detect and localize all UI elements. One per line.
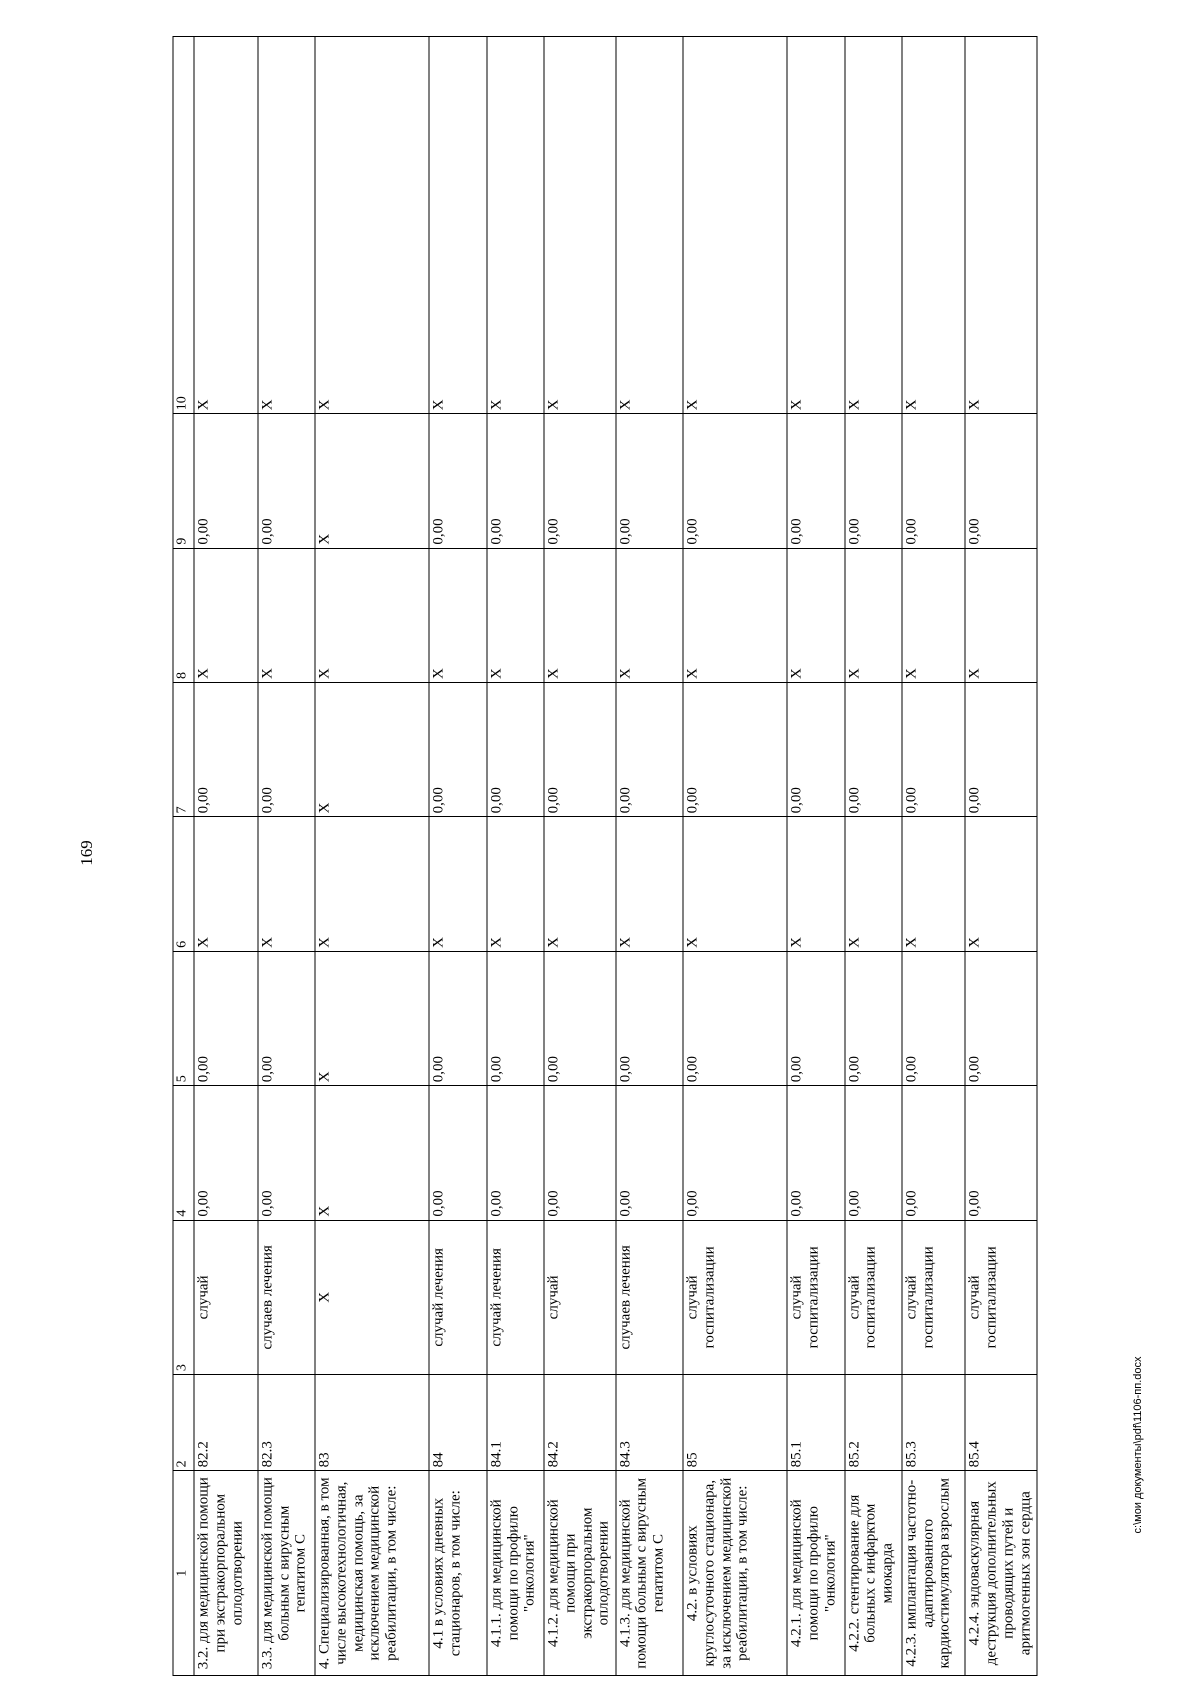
row-description-cell: 4.1 в условиях дневных стационаров, в том числе: — [429, 1471, 486, 1676]
row-value-cell: 0,00 — [257, 683, 314, 817]
row-value-cell: 0,00 — [543, 683, 615, 817]
row-description-cell: 4.2.3. имплантация частотно-адаптированного кардиостимулятора взрослым — [901, 1471, 964, 1676]
row-unit-cell: случай — [543, 1220, 615, 1374]
row-value-cell: 0,00 — [965, 1086, 1037, 1220]
row-value-cell: 0,00 — [683, 414, 787, 548]
row-value-cell: X — [901, 37, 964, 414]
table-row — [683, 37, 787, 1676]
row-value-cell: X — [257, 817, 314, 951]
row-code-cell: 85.1 — [787, 1375, 844, 1471]
table-row — [543, 37, 615, 1676]
row-value-cell: 0,00 — [615, 1086, 682, 1220]
row-value-cell: 0,00 — [844, 951, 901, 1085]
row-description-cell: 3.2. для медицинской помощи при экстракорпоральном оплодотворении — [194, 1471, 257, 1676]
row-value-cell: 0,00 — [543, 414, 615, 548]
row-description-cell: 4.2.2. стентирование для больных с инфарктом миокарда — [844, 1471, 901, 1676]
row-value-cell: X — [844, 37, 901, 414]
row-value-cell: 0,00 — [787, 1086, 844, 1220]
row-value-cell: X — [683, 37, 787, 414]
row-value-cell: 0,00 — [787, 951, 844, 1085]
row-value-cell: 0,00 — [486, 951, 543, 1085]
row-value-cell: X — [965, 37, 1037, 414]
row-unit-cell: случай госпитализации — [901, 1220, 964, 1374]
table-row — [257, 37, 314, 1676]
table-row — [429, 37, 486, 1676]
row-value-cell: X — [543, 548, 615, 682]
row-unit-cell: случай — [194, 1220, 257, 1374]
row-description-cell: 4.2.4. эндоваскулярная деструкция дополнительных проводящих путей и аритмогенных зон сердца — [965, 1471, 1037, 1676]
table-row — [315, 37, 429, 1676]
row-description-cell: 4.1.1. для медицинской помощи по профилю "онкология" — [486, 1471, 543, 1676]
row-value-cell: 0,00 — [486, 414, 543, 548]
header-cell: 2 — [173, 1375, 194, 1471]
row-value-cell: 0,00 — [901, 1086, 964, 1220]
row-value-cell: X — [257, 548, 314, 682]
row-value-cell: X — [965, 548, 1037, 682]
row-value-cell: X — [787, 37, 844, 414]
row-value-cell: X — [429, 548, 486, 682]
row-code-cell: 82.2 — [194, 1375, 257, 1471]
header-cell: 8 — [173, 548, 194, 682]
row-code-cell: 84.1 — [486, 1375, 543, 1471]
row-value-cell: 0,00 — [965, 951, 1037, 1085]
row-value-cell: X — [315, 548, 429, 682]
row-value-cell: X — [315, 817, 429, 951]
header-cell: 3 — [173, 1220, 194, 1374]
footer-file-path: c:\мои документы\pdf\1106-пп.docx — [1132, 1356, 1144, 1534]
row-code-cell: 85 — [683, 1375, 787, 1471]
row-value-cell: 0,00 — [486, 1086, 543, 1220]
row-value-cell: X — [429, 817, 486, 951]
header-cell: 5 — [173, 951, 194, 1085]
row-value-cell: 0,00 — [257, 1086, 314, 1220]
row-value-cell: X — [194, 37, 257, 414]
row-value-cell: 0,00 — [965, 683, 1037, 817]
header-cell: 9 — [173, 414, 194, 548]
row-value-cell: X — [615, 548, 682, 682]
row-value-cell: X — [787, 817, 844, 951]
row-unit-cell: случаев лечения — [257, 1220, 314, 1374]
row-value-cell: X — [543, 37, 615, 414]
row-code-cell: 85.2 — [844, 1375, 901, 1471]
row-value-cell: 0,00 — [683, 683, 787, 817]
row-value-cell: X — [683, 548, 787, 682]
row-value-cell: 0,00 — [429, 683, 486, 817]
row-value-cell: X — [315, 951, 429, 1085]
row-value-cell: 0,00 — [965, 414, 1037, 548]
row-value-cell: X — [257, 37, 314, 414]
row-value-cell: X — [965, 817, 1037, 951]
row-description-cell: 4.2. в условиях круглосуточного стационара, за исключением медицинской реабилитации, в том числе: — [683, 1471, 787, 1676]
row-code-cell: 84.2 — [543, 1375, 615, 1471]
row-value-cell: X — [683, 817, 787, 951]
row-value-cell: 0,00 — [615, 951, 682, 1085]
rotated-table-container — [172, 36, 1037, 1676]
table-row — [787, 37, 844, 1676]
row-value-cell: 0,00 — [615, 683, 682, 817]
row-value-cell: 0,00 — [429, 1086, 486, 1220]
row-value-cell: 0,00 — [844, 414, 901, 548]
row-value-cell: 0,00 — [194, 683, 257, 817]
row-value-cell: 0,00 — [787, 414, 844, 548]
row-description-cell: 4. Специализированная, в том числе высокотехнологичная, медицинская помощь, за исключением медицинской реабилитации, в том числе: — [315, 1471, 429, 1676]
row-unit-cell: случай лечения — [486, 1220, 543, 1374]
row-value-cell: 0,00 — [257, 414, 314, 548]
row-code-cell: 82.3 — [257, 1375, 314, 1471]
row-value-cell: 0,00 — [901, 951, 964, 1085]
row-description-cell: 3.3. для медицинской помощи больным с вирусным гепатитом С — [257, 1471, 314, 1676]
row-code-cell: 84.3 — [615, 1375, 682, 1471]
header-cell: 1 — [173, 1471, 194, 1676]
row-value-cell: 0,00 — [194, 1086, 257, 1220]
row-value-cell: X — [844, 817, 901, 951]
row-unit-cell: случаев лечения — [615, 1220, 682, 1374]
row-value-cell: X — [315, 683, 429, 817]
row-value-cell: 0,00 — [194, 414, 257, 548]
row-code-cell: 85.4 — [965, 1375, 1037, 1471]
row-value-cell: 0,00 — [543, 1086, 615, 1220]
table-row — [844, 37, 901, 1676]
row-unit-cell: случай госпитализации — [787, 1220, 844, 1374]
row-value-cell: X — [901, 548, 964, 682]
row-code-cell: 83 — [315, 1375, 429, 1471]
row-value-cell: X — [543, 817, 615, 951]
table-row — [901, 37, 964, 1676]
row-value-cell: 0,00 — [844, 1086, 901, 1220]
row-unit-cell: случай госпитализации — [965, 1220, 1037, 1374]
table-row — [965, 37, 1037, 1676]
row-description-cell: 4.1.2. для медицинской помощи при экстракорпоральном оплодотворении — [543, 1471, 615, 1676]
table-row — [194, 37, 257, 1676]
row-value-cell: X — [615, 817, 682, 951]
row-value-cell: 0,00 — [683, 1086, 787, 1220]
row-unit-cell: случай лечения — [429, 1220, 486, 1374]
row-value-cell: X — [486, 817, 543, 951]
page-number: 169 — [77, 840, 96, 866]
row-value-cell: 0,00 — [615, 414, 682, 548]
header-cell: 10 — [173, 37, 194, 414]
row-value-cell: X — [486, 37, 543, 414]
row-value-cell: 0,00 — [901, 414, 964, 548]
row-value-cell: 0,00 — [683, 951, 787, 1085]
row-description-cell: 4.2.1. для медицинской помощи по профилю "онкология" — [787, 1471, 844, 1676]
row-value-cell: X — [787, 548, 844, 682]
row-value-cell: 0,00 — [844, 683, 901, 817]
row-value-cell: 0,00 — [486, 683, 543, 817]
row-value-cell: 0,00 — [429, 951, 486, 1085]
row-value-cell: 0,00 — [194, 951, 257, 1085]
row-value-cell: X — [315, 37, 429, 414]
row-value-cell: X — [486, 548, 543, 682]
header-cell: 4 — [173, 1086, 194, 1220]
row-unit-cell: X — [315, 1220, 429, 1374]
table-header-row — [173, 37, 194, 1676]
row-unit-cell: случай госпитализации — [844, 1220, 901, 1374]
row-value-cell: X — [615, 37, 682, 414]
row-value-cell: 0,00 — [429, 414, 486, 548]
row-description-cell: 4.1.3. для медицинской помощи больным с вирусным гепатитом С — [615, 1471, 682, 1676]
row-value-cell: X — [315, 1086, 429, 1220]
row-code-cell: 84 — [429, 1375, 486, 1471]
row-value-cell: X — [901, 817, 964, 951]
data-table — [172, 36, 1037, 1676]
row-value-cell: X — [315, 414, 429, 548]
row-value-cell: X — [194, 817, 257, 951]
row-value-cell: 0,00 — [901, 683, 964, 817]
row-value-cell: X — [194, 548, 257, 682]
header-cell: 7 — [173, 683, 194, 817]
table-row — [486, 37, 543, 1676]
row-code-cell: 85.3 — [901, 1375, 964, 1471]
table-row — [615, 37, 682, 1676]
row-value-cell: 0,00 — [787, 683, 844, 817]
row-value-cell: 0,00 — [543, 951, 615, 1085]
row-value-cell: 0,00 — [257, 951, 314, 1085]
row-value-cell: X — [844, 548, 901, 682]
row-value-cell: X — [429, 37, 486, 414]
row-unit-cell: случай госпитализации — [683, 1220, 787, 1374]
header-cell: 6 — [173, 817, 194, 951]
